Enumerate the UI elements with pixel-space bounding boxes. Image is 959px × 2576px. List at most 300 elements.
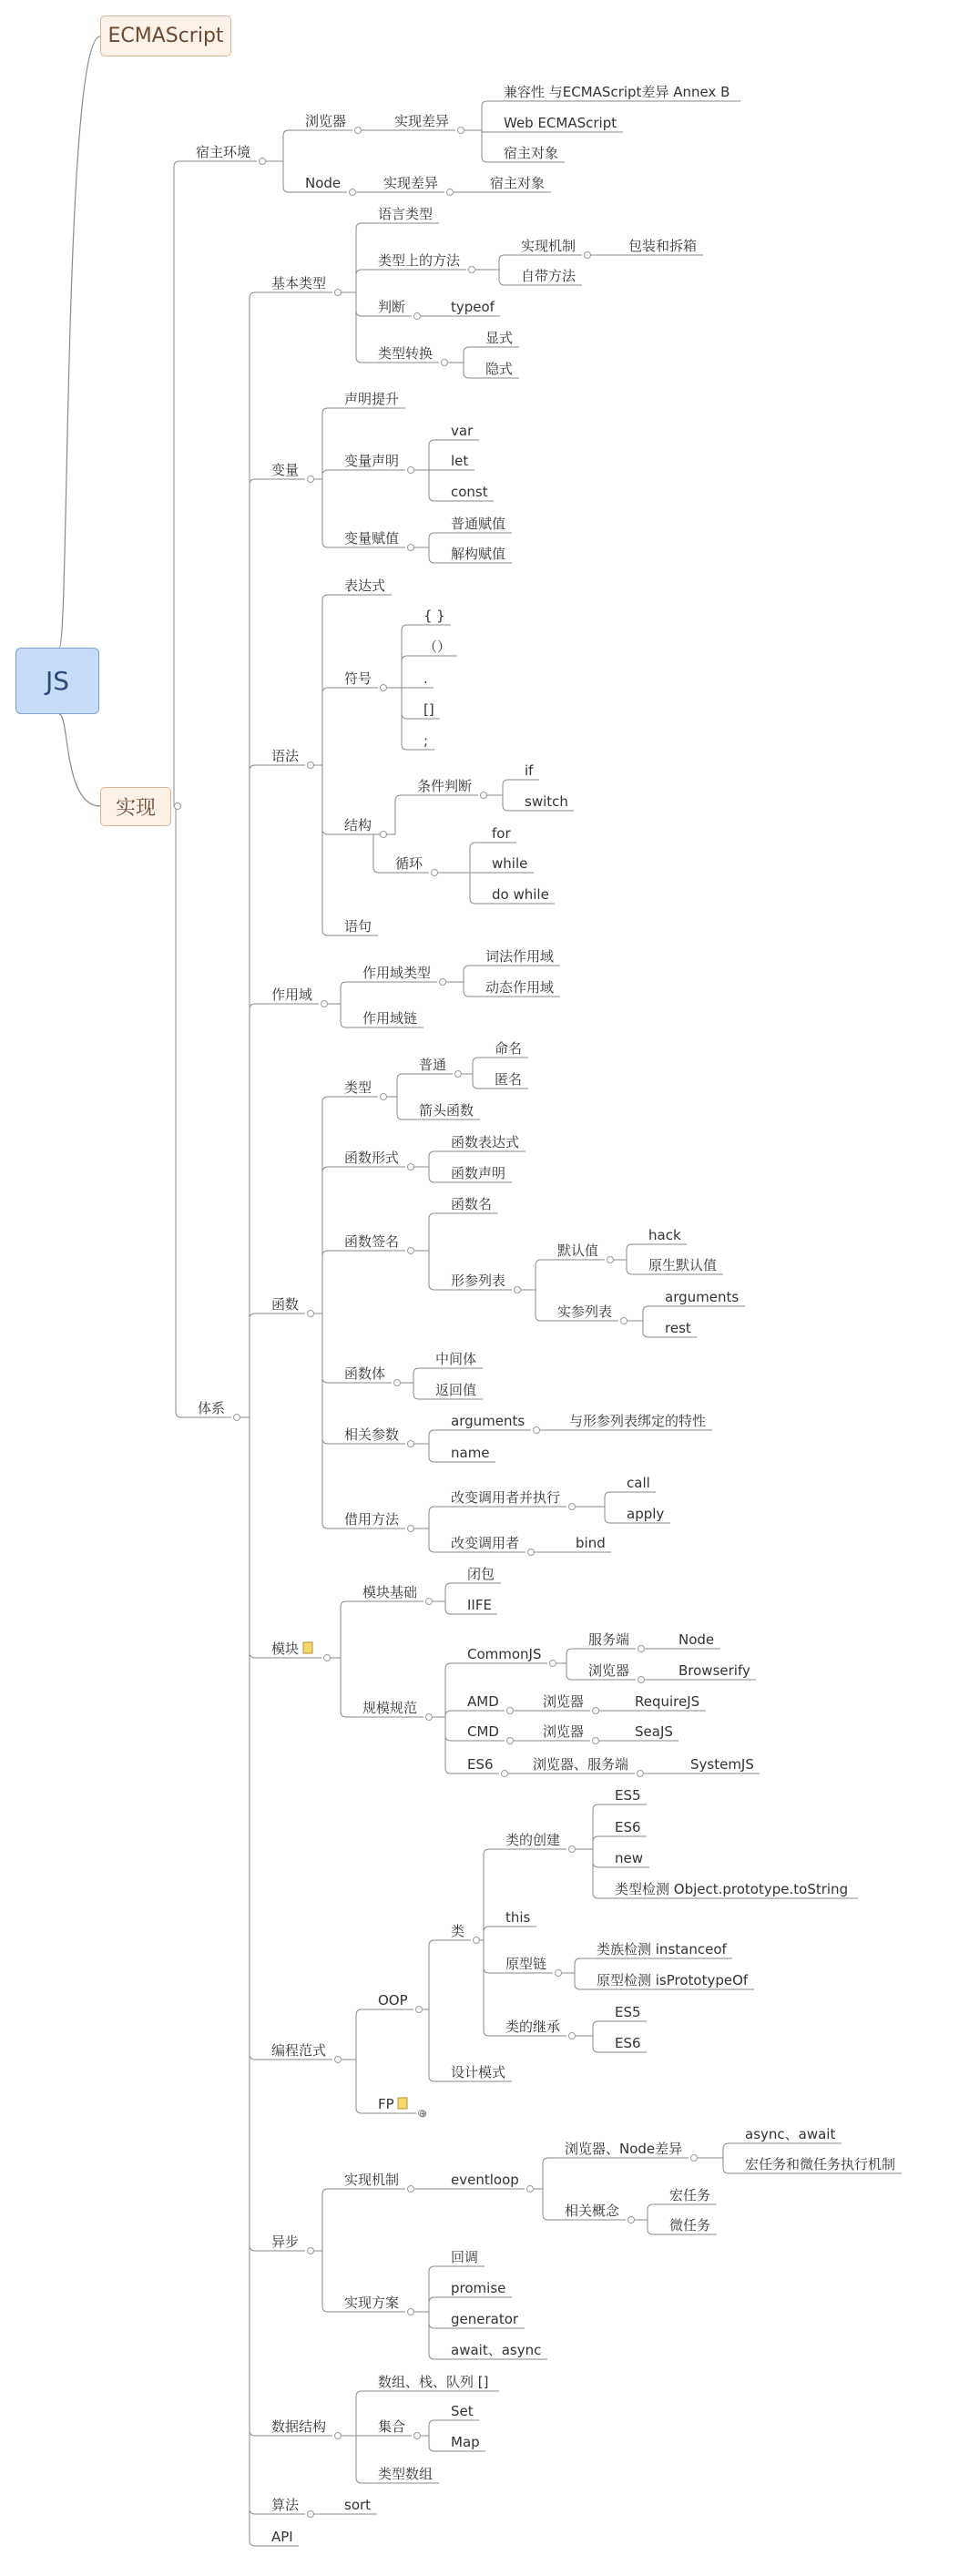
- collapse-toggle-icon[interactable]: [335, 290, 342, 296]
- link-n31-n47: [314, 765, 341, 935]
- collapse-toggle-icon[interactable]: [628, 2217, 635, 2223]
- topic-n45[interactable]: while: [492, 855, 528, 872]
- link-n68-n70: [627, 1321, 661, 1337]
- link-n88-n97: [433, 1717, 464, 1741]
- link-n106-n110: [576, 1849, 611, 1898]
- collapse-toggle-icon[interactable]: [308, 2248, 314, 2254]
- collapse-toggle-icon[interactable]: [593, 1738, 599, 1744]
- collapse-toggle-icon[interactable]: [458, 128, 464, 134]
- collapse-toggle-icon[interactable]: [335, 2433, 342, 2439]
- collapse-toggle-icon[interactable]: [350, 189, 356, 196]
- collapse-toggle-icon[interactable]: [550, 1661, 556, 1667]
- topic-n51[interactable]: 动态作用域: [485, 979, 555, 996]
- link-n103-n119: [342, 2060, 374, 2113]
- topic-n128[interactable]: 微任务: [669, 2217, 711, 2234]
- link-n40-n42: [487, 795, 521, 811]
- branch-implementation[interactable]: 实现: [100, 787, 171, 826]
- topic-n100[interactable]: ES6: [467, 1756, 494, 1773]
- link-n126-n127: [635, 2204, 666, 2220]
- collapse-toggle-icon[interactable]: [569, 1504, 576, 1510]
- collapse-toggle-icon[interactable]: [569, 2033, 576, 2039]
- topic-n19[interactable]: 类型转换: [378, 345, 434, 362]
- link-n10-n53: [240, 1314, 268, 1417]
- topic-n43[interactable]: 循环: [395, 855, 423, 872]
- topic-n117[interactable]: ES6: [615, 2035, 641, 2051]
- topic-n39[interactable]: 结构: [344, 817, 372, 833]
- collapse-toggle-icon[interactable]: [381, 1094, 387, 1100]
- collapse-toggle-icon[interactable]: [607, 1257, 614, 1263]
- topic-n52[interactable]: 作用域链: [362, 1010, 418, 1027]
- topic-n98[interactable]: 浏览器: [543, 1723, 585, 1740]
- link-n11-n17: [342, 292, 374, 316]
- link-n59-n60: [414, 1151, 447, 1167]
- collapse-toggle-icon[interactable]: [321, 1001, 328, 1007]
- link-n65-n67: [614, 1260, 645, 1274]
- link-n10-n22: [240, 479, 268, 1417]
- topic-n131[interactable]: promise: [451, 2280, 506, 2296]
- link-n39-n40: [387, 795, 413, 834]
- link-impl-n1: [174, 161, 192, 806]
- link-n3-n6: [464, 130, 500, 162]
- topic-n101[interactable]: 浏览器、服务端: [533, 1756, 629, 1773]
- link-n106-n108: [576, 1836, 611, 1849]
- link-n24-n25: [414, 440, 447, 470]
- link-n64-n68: [521, 1290, 554, 1321]
- link-n10-n11: [240, 292, 268, 1417]
- link-n64-n65: [521, 1260, 554, 1290]
- link-n115-n116: [576, 2021, 611, 2036]
- link-n22-n23: [314, 408, 341, 479]
- topic-n99[interactable]: SeaJS: [635, 1723, 673, 1740]
- collapse-toggle-icon[interactable]: [447, 189, 454, 196]
- link-n3-n4: [464, 101, 500, 130]
- topic-n133[interactable]: await、async: [451, 2342, 542, 2358]
- link-n104-n118: [423, 2009, 447, 2081]
- collapse-toggle-icon[interactable]: [585, 252, 591, 259]
- topic-n110[interactable]: 类型检测 Object.prototype.toString: [615, 1881, 849, 1897]
- link-n105-n115: [480, 1940, 502, 2036]
- link-n1-n7: [266, 161, 301, 192]
- link-n120-n129: [314, 2251, 341, 2312]
- link-n62-n63: [414, 1213, 447, 1251]
- link-n129-n133: [414, 2312, 447, 2359]
- link-n53-n78: [314, 1314, 341, 1528]
- link-n78-n82: [414, 1528, 447, 1552]
- link-n88-n89: [433, 1663, 464, 1717]
- link-n24-n27: [414, 470, 447, 501]
- link-n48-n52: [328, 1004, 359, 1027]
- collapse-toggle-icon[interactable]: [408, 1164, 414, 1170]
- link-n85-n86: [433, 1583, 464, 1601]
- collapse-toggle-icon[interactable]: [426, 1599, 433, 1605]
- collapse-toggle-icon[interactable]: [455, 1071, 462, 1078]
- collapse-toggle-icon[interactable]: [442, 360, 448, 366]
- topic-n112[interactable]: 原型链: [505, 1956, 547, 1972]
- topic-n40[interactable]: 条件判断: [417, 778, 473, 794]
- collapse-toggle-icon[interactable]: [408, 1526, 414, 1532]
- collapse-toggle-icon[interactable]: [234, 1415, 240, 1421]
- topic-n67[interactable]: 原生默认值: [648, 1257, 718, 1273]
- link-n112-n113: [562, 1958, 593, 1973]
- collapse-toggle-icon[interactable]: [474, 1937, 480, 1944]
- collapse-toggle-icon[interactable]: [408, 2186, 414, 2193]
- link-root-ecmascript: [59, 36, 100, 648]
- topic-n30[interactable]: 解构赋值: [451, 546, 506, 562]
- topic-n13[interactable]: 类型上的方法: [378, 252, 461, 269]
- collapse-toggle-icon[interactable]: [507, 1738, 514, 1744]
- collapse-toggle-icon[interactable]: [408, 467, 414, 474]
- topic-n65[interactable]: 默认值: [557, 1242, 599, 1259]
- branch-ecmascript[interactable]: ECMAScript: [100, 15, 231, 56]
- topic-n53[interactable]: 函数: [271, 1296, 300, 1313]
- topic-n77[interactable]: name: [451, 1445, 490, 1461]
- link-n122-n123: [534, 2158, 561, 2189]
- link-n53-n62: [314, 1251, 341, 1314]
- topic-n86[interactable]: 闭包: [467, 1566, 495, 1582]
- collapse-toggle-icon[interactable]: [381, 832, 387, 838]
- link-n79-n80: [576, 1492, 623, 1507]
- topic-n76[interactable]: 与形参列表绑定的特性: [569, 1413, 707, 1429]
- link-n10-n48: [240, 1004, 268, 1417]
- topic-n7[interactable]: Node: [305, 175, 342, 191]
- topic-n36[interactable]: .: [423, 670, 428, 687]
- topic-n50[interactable]: 词法作用域: [485, 948, 555, 965]
- topic-n125[interactable]: 宏任务和微任务执行机制: [745, 2156, 896, 2172]
- link-n74-n77: [414, 1444, 447, 1462]
- topic-n113[interactable]: 类族检测 instanceof: [597, 1941, 727, 1958]
- topic-n102[interactable]: SystemJS: [690, 1756, 754, 1773]
- link-n33-n37: [387, 688, 420, 719]
- topic-n119[interactable]: FP: [378, 2096, 394, 2112]
- topic-n63[interactable]: 函数名: [451, 1196, 493, 1212]
- topic-n95[interactable]: 浏览器: [543, 1693, 585, 1710]
- topic-n66[interactable]: hack: [648, 1227, 681, 1243]
- collapse-toggle-icon[interactable]: [502, 1771, 508, 1777]
- link-n85-n87: [433, 1601, 464, 1614]
- topic-n74[interactable]: 相关参数: [344, 1426, 400, 1443]
- topic-n116[interactable]: ES5: [615, 2004, 641, 2020]
- topic-n122[interactable]: eventloop: [451, 2172, 519, 2188]
- topic-n11[interactable]: 基本类型: [271, 275, 327, 291]
- topic-n42[interactable]: switch: [525, 793, 568, 810]
- topic-n141[interactable]: sort: [344, 2497, 372, 2513]
- link-n10-n31: [240, 765, 268, 1417]
- link-n49-n51: [446, 982, 482, 997]
- link-n120-n121: [314, 2189, 341, 2251]
- collapse-toggle-icon[interactable]: [308, 762, 314, 769]
- topic-n6[interactable]: 宿主对象: [504, 145, 559, 161]
- link-n40-n41: [487, 780, 521, 795]
- link-n33-n35: [387, 656, 420, 688]
- collapse-toggle-icon[interactable]: [381, 685, 387, 691]
- link-n55-n56: [462, 1058, 491, 1074]
- topic-n18[interactable]: typeof: [451, 299, 495, 315]
- topic-n38[interactable]: ;: [423, 732, 429, 749]
- topic-n3[interactable]: 实现差异: [394, 113, 450, 129]
- link-n10-n84: [240, 1417, 268, 1658]
- topic-n96[interactable]: RequireJS: [635, 1693, 700, 1710]
- link-n11-n12: [342, 223, 374, 292]
- link-n13-n16: [475, 270, 517, 285]
- topic-n47[interactable]: 语句: [344, 918, 372, 935]
- collapse-toggle-icon[interactable]: [324, 1655, 331, 1661]
- topic-n124[interactable]: async、await: [745, 2126, 836, 2142]
- topic-n55[interactable]: 普通: [419, 1057, 447, 1073]
- topic-n104[interactable]: OOP: [378, 1992, 408, 2009]
- topic-n23[interactable]: 声明提升: [344, 391, 400, 407]
- topic-n81[interactable]: apply: [627, 1506, 665, 1522]
- topic-n22[interactable]: 变量: [271, 462, 300, 478]
- collapse-toggle-icon[interactable]: [308, 1311, 314, 1317]
- note-icon[interactable]: [303, 1642, 312, 1653]
- topic-n79[interactable]: 改变调用者并执行: [451, 1489, 561, 1506]
- collapse-toggle-icon[interactable]: [507, 1708, 514, 1714]
- topic-n105[interactable]: 类: [451, 1923, 465, 1939]
- link-root-implementation: [59, 714, 100, 806]
- topic-n118[interactable]: 设计模式: [451, 2064, 506, 2080]
- topic-n120[interactable]: 异步: [271, 2234, 300, 2250]
- topic-n17[interactable]: 判断: [378, 299, 406, 315]
- topic-n132[interactable]: generator: [451, 2311, 519, 2327]
- topic-n54[interactable]: 类型: [344, 1079, 372, 1096]
- topic-n87[interactable]: IIFE: [467, 1597, 492, 1613]
- collapse-toggle-icon[interactable]: [621, 1318, 627, 1324]
- topic-n89[interactable]: CommonJS: [467, 1646, 542, 1662]
- topic-n24[interactable]: 变量声明: [344, 453, 400, 469]
- topic-n111[interactable]: this: [505, 1909, 531, 1926]
- collapse-toggle-icon[interactable]: [408, 2309, 414, 2315]
- topic-n103[interactable]: 编程范式: [271, 2042, 327, 2059]
- collapse-toggle-icon[interactable]: [335, 2057, 342, 2063]
- collapse-toggle-icon[interactable]: [308, 2511, 314, 2518]
- collapse-toggle-icon[interactable]: [308, 476, 314, 483]
- topic-n142[interactable]: API: [271, 2529, 293, 2545]
- link-n10-n140: [240, 1417, 268, 2514]
- topic-n69[interactable]: arguments: [665, 1289, 740, 1305]
- topic-n107[interactable]: ES5: [615, 1787, 641, 1804]
- link-n134-n139: [342, 2436, 374, 2483]
- topic-n60[interactable]: 函数表达式: [451, 1134, 520, 1150]
- topic-n29[interactable]: 普通赋值: [451, 516, 506, 532]
- collapse-toggle-icon[interactable]: [593, 1708, 599, 1714]
- collapse-toggle-icon[interactable]: [414, 2433, 421, 2439]
- link-n10-n103: [240, 1417, 268, 2060]
- topic-n20[interactable]: 显式: [485, 330, 514, 346]
- link-n49-n50: [446, 966, 482, 982]
- topic-n127[interactable]: 宏任务: [669, 2187, 711, 2203]
- topic-n115[interactable]: 类的继承: [505, 2019, 561, 2035]
- topic-n14[interactable]: 实现机制: [521, 238, 576, 254]
- root-topic[interactable]: JS: [15, 648, 99, 714]
- collapse-toggle-icon[interactable]: [638, 1771, 644, 1777]
- topic-n80[interactable]: call: [627, 1475, 650, 1491]
- collapse-toggle-icon[interactable]: [638, 1646, 645, 1652]
- topic-n56[interactable]: 命名: [495, 1040, 523, 1057]
- link-n129-n130: [414, 2266, 447, 2312]
- link-n79-n81: [576, 1507, 623, 1523]
- collapse-toggle-icon[interactable]: [175, 803, 181, 810]
- link-n43-n44: [438, 843, 488, 873]
- collapse-toggle-icon[interactable]: [569, 1846, 576, 1853]
- topic-n106[interactable]: 类的创建: [505, 1832, 561, 1848]
- collapse-toggle-icon[interactable]: [260, 158, 266, 165]
- collapse-toggle-icon[interactable]: [481, 792, 487, 799]
- link-n89-n90: [556, 1649, 585, 1663]
- topic-n32[interactable]: 表达式: [344, 578, 386, 594]
- topic-n34[interactable]: { }: [423, 608, 445, 624]
- link-n123-n124: [698, 2143, 741, 2158]
- topic-n12[interactable]: 语言类型: [378, 206, 434, 222]
- collapse-toggle-icon[interactable]: [469, 267, 475, 273]
- topic-n109[interactable]: new: [615, 1850, 644, 1866]
- topic-n46[interactable]: do while: [492, 886, 549, 903]
- topic-n139[interactable]: 类型数组: [378, 2466, 434, 2482]
- topic-n138[interactable]: Map: [451, 2434, 480, 2450]
- link-n53-n59: [314, 1167, 341, 1314]
- topic-n26[interactable]: let: [451, 453, 469, 469]
- collapse-toggle-icon[interactable]: [527, 2186, 534, 2193]
- topic-n73[interactable]: 返回值: [435, 1382, 477, 1398]
- link-n122-n126: [534, 2189, 561, 2220]
- topic-n31[interactable]: 语法: [271, 748, 300, 764]
- collapse-toggle-icon[interactable]: [426, 1714, 433, 1721]
- topic-n84[interactable]: 模块: [271, 1641, 300, 1657]
- topic-n2[interactable]: 浏览器: [305, 113, 347, 129]
- collapse-toggle-icon[interactable]: [408, 1248, 414, 1254]
- topic-n85[interactable]: 模块基础: [362, 1584, 418, 1600]
- link-n10-n120: [240, 1417, 268, 2251]
- topic-n140[interactable]: 算法: [271, 2497, 300, 2513]
- topic-n1[interactable]: 宿主环境: [196, 144, 251, 160]
- topic-n70[interactable]: rest: [665, 1320, 691, 1336]
- topic-n48[interactable]: 作用域: [271, 986, 313, 1003]
- topic-n88[interactable]: 规模规范: [362, 1700, 418, 1716]
- topic-n130[interactable]: 回调: [451, 2249, 479, 2265]
- topic-n41[interactable]: if: [525, 762, 534, 779]
- topic-n44[interactable]: for: [492, 825, 511, 842]
- topic-n129[interactable]: 实现方案: [344, 2295, 400, 2311]
- link-n31-n32: [314, 595, 341, 765]
- link-n136-n137: [421, 2420, 447, 2436]
- link-n55-n57: [462, 1074, 491, 1089]
- link-n136-n138: [421, 2436, 447, 2451]
- collapse-toggle-icon[interactable]: [394, 1380, 401, 1386]
- topic-n49[interactable]: 作用域类型: [362, 965, 432, 981]
- topic-n137[interactable]: Set: [451, 2403, 474, 2419]
- link-n53-n71: [314, 1314, 341, 1383]
- topic-n62[interactable]: 函数签名: [344, 1233, 400, 1250]
- link-n31-n39: [314, 765, 341, 834]
- link-n126-n128: [635, 2220, 666, 2234]
- topic-n64[interactable]: 形参列表: [451, 1273, 506, 1289]
- link-n19-n20: [448, 347, 482, 363]
- link-n28-n29: [414, 533, 447, 547]
- collapse-toggle-icon[interactable]: [638, 1677, 645, 1683]
- topic-n75[interactable]: arguments: [451, 1413, 525, 1429]
- collapse-toggle-icon[interactable]: [408, 545, 414, 551]
- collapse-toggle-icon[interactable]: [691, 2155, 698, 2162]
- topic-n59[interactable]: 函数形式: [344, 1150, 400, 1166]
- topic-n123[interactable]: 浏览器、Node差异: [565, 2141, 683, 2157]
- collapse-toggle-icon[interactable]: [534, 1427, 540, 1434]
- topic-n35[interactable]: （）: [423, 639, 452, 655]
- topic-n136[interactable]: 集合: [378, 2418, 406, 2435]
- topic-n97[interactable]: CMD: [467, 1723, 499, 1740]
- topic-n21[interactable]: 隐式: [485, 361, 514, 377]
- collapse-toggle-icon[interactable]: [355, 128, 362, 134]
- collapse-toggle-icon[interactable]: [408, 1441, 414, 1447]
- topic-n108[interactable]: ES6: [615, 1819, 641, 1835]
- topic-n91[interactable]: Node: [678, 1631, 715, 1648]
- link-n89-n92: [556, 1663, 585, 1680]
- topic-n4[interactable]: 兼容性 与ECMAScript差异 Annex B: [504, 84, 730, 100]
- collapse-toggle-icon[interactable]: [414, 313, 421, 320]
- topic-n9[interactable]: 宿主对象: [490, 175, 546, 191]
- topic-n10[interactable]: 体系: [198, 1400, 226, 1416]
- topic-n94[interactable]: AMD: [467, 1693, 499, 1710]
- topic-n57[interactable]: 匿名: [495, 1071, 523, 1088]
- link-n115-n117: [576, 2036, 611, 2052]
- topic-n5[interactable]: Web ECMAScript: [504, 115, 617, 131]
- collapse-toggle-icon[interactable]: [432, 870, 438, 876]
- topic-n33[interactable]: 符号: [344, 670, 372, 687]
- topic-n28[interactable]: 变量赋值: [344, 530, 400, 547]
- topic-n82[interactable]: 改变调用者: [451, 1535, 520, 1551]
- link-n71-n72: [401, 1368, 432, 1383]
- topic-n71[interactable]: 函数体: [344, 1365, 386, 1382]
- link-n65-n66: [614, 1244, 645, 1260]
- topic-n72[interactable]: 中间体: [435, 1351, 477, 1367]
- topic-n121[interactable]: 实现机制: [344, 2172, 400, 2188]
- link-n54-n55: [387, 1074, 415, 1097]
- topic-n78[interactable]: 借用方法: [344, 1511, 400, 1528]
- link-n31-n33: [314, 688, 341, 765]
- collapse-toggle-icon[interactable]: [528, 1549, 535, 1556]
- link-n53-n54: [314, 1097, 341, 1314]
- topic-n90[interactable]: 服务端: [588, 1631, 630, 1648]
- topic-n114[interactable]: 原型检测 isPrototypeOf: [597, 1972, 749, 1988]
- topic-n25[interactable]: var: [451, 423, 474, 439]
- topic-n61[interactable]: 函数声明: [451, 1165, 506, 1181]
- topic-n8[interactable]: 实现差异: [383, 175, 439, 191]
- collapse-toggle-icon[interactable]: [515, 1287, 521, 1293]
- link-n54-n58: [387, 1097, 415, 1119]
- topic-n58[interactable]: 箭头函数: [419, 1102, 474, 1119]
- topic-n37[interactable]: []: [423, 701, 434, 718]
- link-n48-n49: [328, 982, 359, 1004]
- link-n28-n30: [414, 547, 447, 563]
- note-icon[interactable]: [398, 2098, 407, 2109]
- collapse-toggle-icon[interactable]: [440, 979, 446, 986]
- topic-n126[interactable]: 相关概念: [565, 2203, 620, 2219]
- expand-plus-icon[interactable]: ⊕: [419, 2108, 428, 2120]
- collapse-toggle-icon[interactable]: [556, 1970, 562, 1977]
- topic-n16[interactable]: 自带方法: [521, 268, 576, 284]
- topic-n92[interactable]: 浏览器: [588, 1662, 630, 1679]
- topic-n27[interactable]: const: [451, 484, 488, 500]
- topic-n83[interactable]: bind: [576, 1535, 606, 1551]
- link-n129-n131: [414, 2297, 447, 2312]
- link-n13-n14: [475, 255, 517, 270]
- link-n11-n13: [342, 270, 374, 292]
- collapse-toggle-icon[interactable]: [416, 2007, 423, 2013]
- link-n103-n104: [342, 2009, 374, 2060]
- topic-n93[interactable]: Browserify: [678, 1662, 750, 1679]
- topic-n15[interactable]: 包装和拆箱: [628, 238, 698, 254]
- topic-n68[interactable]: 实参列表: [557, 1303, 613, 1320]
- topic-n134[interactable]: 数据结构: [271, 2418, 327, 2435]
- topic-n135[interactable]: 数组、栈、队列 []: [378, 2374, 489, 2390]
